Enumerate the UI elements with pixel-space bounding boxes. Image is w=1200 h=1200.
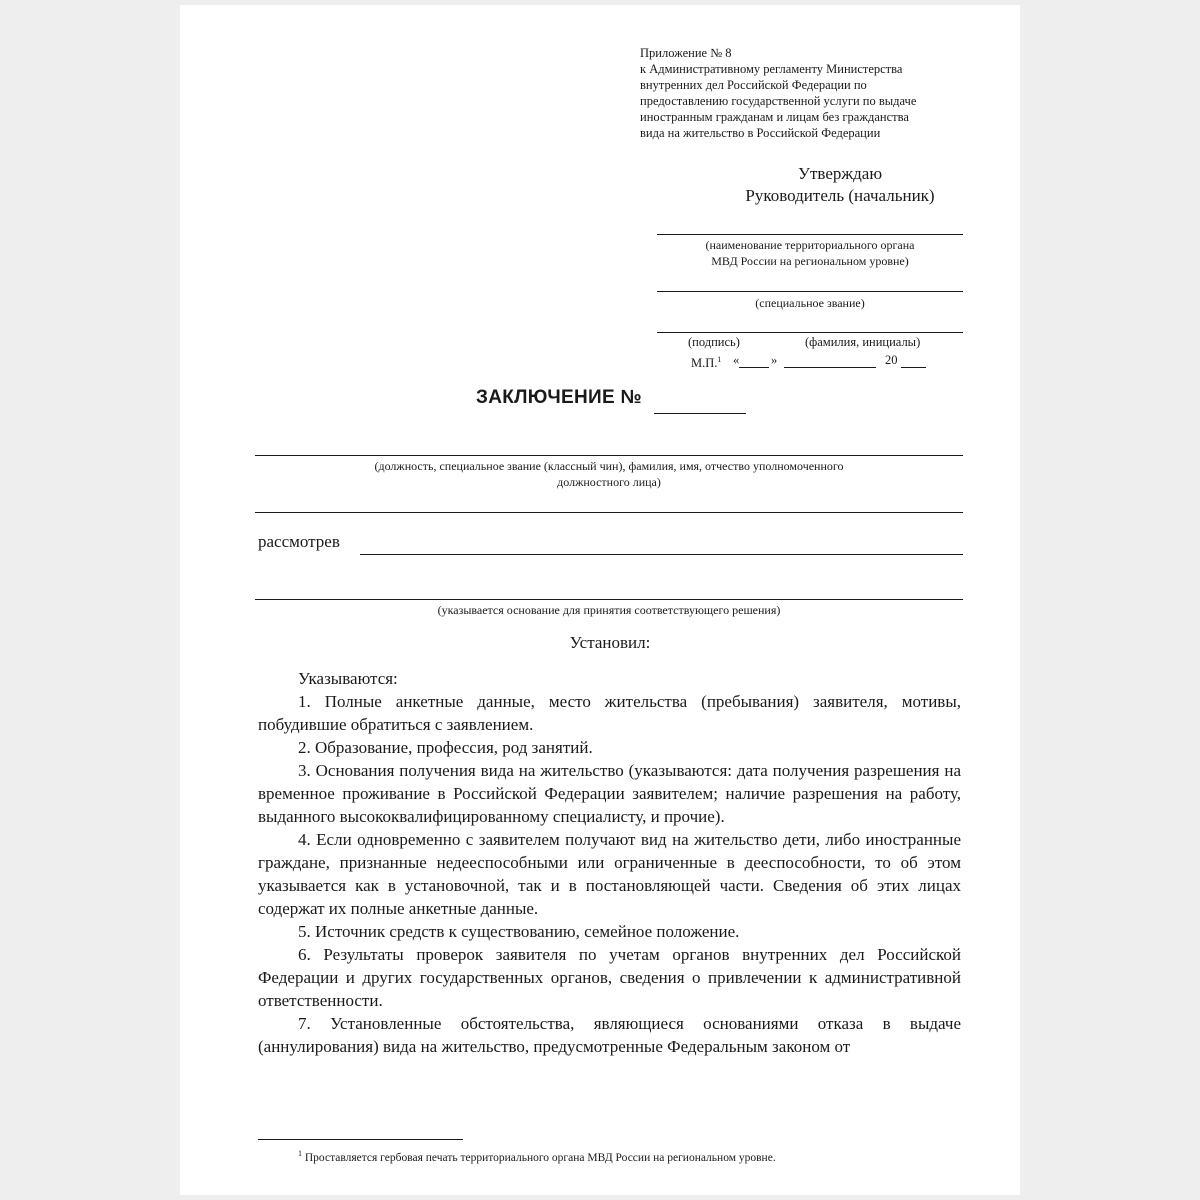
- body-item: 6. Результаты проверок заявителя по учетам органов внутренних дел Российской Федерации и других государственных органов, сведения о привлечении к административной ответственности.: [258, 945, 961, 1010]
- rank-caption: (специальное звание): [755, 296, 865, 310]
- basis-caption: (указывается основание для принятия соответствующего решения): [437, 603, 781, 617]
- seal-label: [691, 352, 721, 371]
- appendix-line: к Административному регламенту Министерства: [640, 62, 903, 76]
- approval-block: [690, 163, 990, 207]
- head-label: Руководитель (начальник): [745, 186, 935, 205]
- considered-line: [360, 554, 963, 555]
- appendix-line: Приложение № 8: [640, 46, 732, 60]
- signature-line: [657, 332, 963, 333]
- org-caption-line: МВД России на региональном уровне): [711, 254, 909, 268]
- considered-label: рассмотрев: [258, 532, 340, 551]
- rank-line: [657, 291, 963, 292]
- year-line: [901, 367, 926, 368]
- footnote-mark: 1: [298, 1149, 302, 1158]
- approve-label: Утверждаю: [797, 164, 883, 183]
- footnote-text: Проставляется гербовая печать территориального органа МВД России на региональном уровне.: [304, 1151, 776, 1164]
- seal-text: М.П.: [691, 356, 718, 371]
- body-item: 5. Источник средств к существованию, семейное положение.: [298, 922, 740, 941]
- appendix-line: иностранным гражданам и лицам без гражданства: [640, 110, 909, 124]
- basis-line: [255, 599, 963, 600]
- body-item: 1. Полные анкетные данные, место жительства (пребывания) заявителя, мотивы, побудившие обратиться с заявлением.: [258, 692, 961, 734]
- official-caption-line: (должность, специальное звание (классный чин), фамилия, имя, отчество уполномоченного: [374, 459, 844, 473]
- org-name-line: [657, 234, 963, 235]
- official-caption: [255, 458, 963, 490]
- appendix-line: предоставлению государственной услуги по выдаче: [640, 94, 917, 108]
- signature-caption: (подпись): [688, 335, 740, 349]
- year-prefix: 20: [885, 353, 898, 367]
- date-open-quote: «: [733, 353, 740, 367]
- day-line: [739, 367, 769, 368]
- appendix-header: [640, 45, 1000, 141]
- body-item: 2. Образование, профессия, род занятий.: [298, 738, 593, 757]
- body-intro: Указываются:: [298, 669, 398, 688]
- org-caption-line: (наименование территориального органа: [705, 238, 915, 252]
- document-title: ЗАКЛЮЧЕНИЕ №: [476, 387, 643, 408]
- body-item: 3. Основания получения вида на жительство (указываются: дата получения разрешения на временное проживание в Российской Федерации заявителем; наличие разрешения на работу, выданного высококвалифицированному специалисту, и прочие).: [258, 761, 961, 826]
- seal-footnote-mark: 1: [717, 355, 722, 364]
- official-line-2: [255, 512, 963, 513]
- official-line: [255, 455, 963, 456]
- month-line: [784, 367, 876, 368]
- appendix-line: внутренних дел Российской Федерации по: [640, 78, 867, 92]
- date-close-quote: »: [771, 353, 778, 367]
- org-name-caption: [657, 237, 963, 269]
- name-caption: (фамилия, инициалы): [805, 335, 921, 349]
- document-page: [180, 5, 1020, 1195]
- document-body: [258, 667, 961, 1058]
- body-item: 4. Если одновременно с заявителем получают вид на жительство дети, либо иностранные граждане, признанные недееспособными или ограниченные в дееспособности, то об этом указывается как в установочной, так и в постановляющей части. Сведения об этих лицах содержат их полные анкетные данные.: [258, 830, 961, 918]
- official-caption-line: должностного лица): [557, 475, 661, 489]
- established-heading: Установил:: [569, 633, 651, 652]
- footnote-separator: [258, 1139, 463, 1140]
- body-item: 7. Установленные обстоятельства, являющиеся основаниями отказа в выдаче (аннулирования) вида на жительство, предусмотренные Федеральным законом от: [258, 1014, 961, 1056]
- footnote: [298, 1146, 776, 1166]
- number-line: [654, 413, 746, 414]
- appendix-line: вида на жительство в Российской Федерации: [640, 126, 881, 140]
